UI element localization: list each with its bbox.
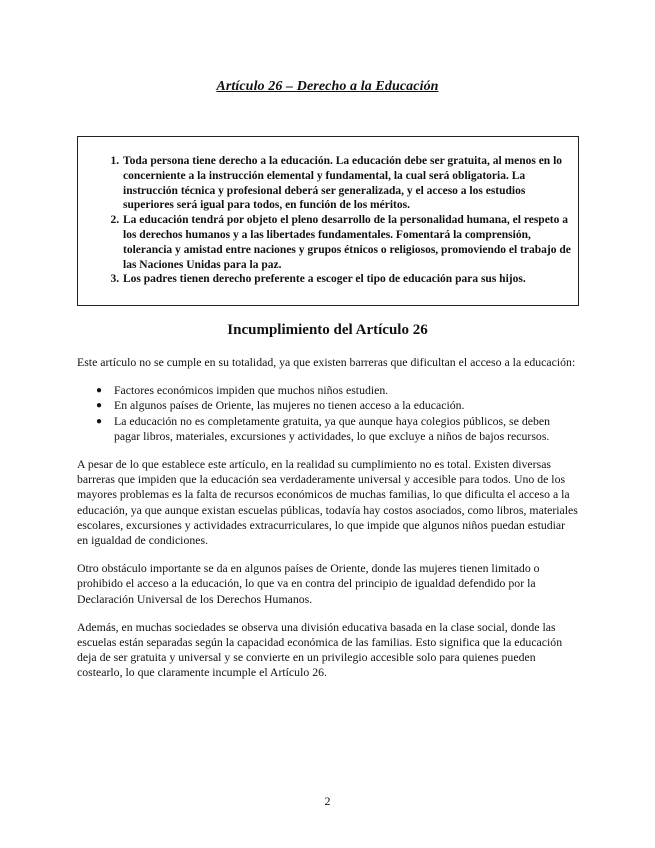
page-number: 2 (324, 794, 331, 808)
bullet-icon: ● (96, 415, 103, 427)
article-text-box (77, 136, 579, 306)
bullet-item (96, 413, 579, 444)
bullet-icon: ● (96, 385, 103, 397)
body-content (77, 355, 579, 681)
body-paragraph-1: A pesar de lo que establece este artículo, en la realidad su cumplimiento no es total. Existen diversas barreras que impiden que la educación sea verdaderamente universal y accesible para todos. Uno de los mayores problemas es la falta de recursos económicos de muchas familias, lo que dificulta el acceso a la educación, ya que aunque existan escuelas públicas, todavía hay costos asociados, como libros, materiales escolares, excursiones y actividades extracurriculares, lo que impide que algunos niños puedan estudiar en igualdad de condiciones. (77, 457, 578, 548)
intro-paragraph: Este artículo no se cumple en su totalidad, ya que existen barreras que dificultan el acceso a la educación: (77, 355, 576, 369)
bullet-icon: ● (96, 400, 103, 412)
article-item-3: 3. Los padres tienen derecho preferente a escoger el tipo de educación para sus hijos. (122, 272, 572, 287)
bullet-item (96, 398, 579, 413)
bullet-text: Factores económicos impiden que muchos niños estudien. (114, 383, 389, 398)
document-title: Artículo 26 – Derecho a la Educación (216, 79, 439, 94)
body-paragraph-2: Otro obstáculo importante se da en algunos países de Oriente, donde las mujeres tienen limitado o prohibido el acceso a la educación, lo que va en contra del principio de igualdad defendido por la Declaración Universal de los Derechos Humanos. (77, 561, 540, 606)
article-item-1: 1. Toda persona tiene derecho a la educación. La educación debe ser gratuita, al menos en lo concerniente a la instrucción elemental y fundamental, la cual será obligatoria. La instrucción técnica y profesional deberá ser generalizada, y el acceso a los estudios superiores será igual para todos, en función de los méritos. (122, 154, 572, 213)
barriers-bullet-list (77, 383, 579, 444)
bullet-text: La educación no es completamente gratuita, ya que aunque haya colegios públicos, se deben pagar libros, materiales, excursiones y actividades, lo que excluye a niños de bajos recursos. (114, 413, 550, 443)
bullet-text: En algunos países de Oriente, las mujeres no tienen acceso a la educación. (114, 398, 465, 413)
article-numbered-list (100, 154, 572, 287)
body-paragraph-3: Además, en muchas sociedades se observa una división educativa basada en la clase social, donde las escuelas están separadas según la capacidad económica de las familias. Esto significa que la educación deja de ser gratuita y universal y se convierte en un privilegio accesible solo para quienes pueden costearlo, lo que claramente incumple el Artículo 26. (77, 619, 563, 680)
article-item-2: 2. La educación tendrá por objeto el pleno desarrollo de la personalidad humana, el respeto a los derechos humanos y a las libertades fundamentales. Fomentará la comprensión, tolerancia y amistad entre naciones y grupos étnicos o religiosos, promoviendo el trabajo de las Naciones Unidas para la paz. (122, 213, 572, 272)
section-heading: Incumplimiento del Artículo 26 (227, 322, 428, 338)
bullet-item (96, 383, 579, 398)
